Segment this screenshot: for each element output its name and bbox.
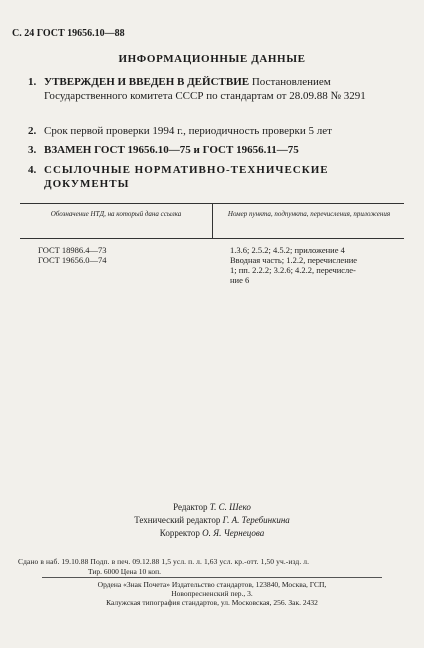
table-cell-clause: 1.3.6; 2.5.2; 4.5.2; приложение 4 <box>230 245 345 255</box>
credit-label: Технический редактор <box>134 515 221 525</box>
item-text: Срок первой проверки 1994 г., периодичность проверки 5 лет <box>44 125 332 137</box>
publisher-line: Ордена «Знак Почета» Издательство стандартов, 123840, Москва, ГСП, <box>97 580 327 589</box>
item-bold-text: УТВЕРЖДЕН И ВВЕДЕН В ДЕЙСТВИЕ <box>44 76 250 88</box>
credit-name: Т. С. Шеко <box>209 502 251 512</box>
credit-name: Г. А. Теребинкина <box>222 515 290 525</box>
credit-tech-editor <box>0 515 424 525</box>
table-cell-document: ГОСТ 19656.0—74 <box>38 255 107 265</box>
item-regular-text: Постановлением Государственного комитета СССР по стандартам от 28.09.88 № 3291 <box>44 76 366 102</box>
item-number: 2. <box>28 125 37 137</box>
item-number: 4. <box>28 164 37 176</box>
item-text: ВЗАМЕН ГОСТ 19656.10—75 и ГОСТ 19656.11—75 <box>44 144 299 156</box>
credit-label: Редактор <box>173 502 208 512</box>
credit-editor <box>0 502 424 512</box>
item-number: 3. <box>28 144 37 156</box>
credit-label: Корректор <box>159 528 200 538</box>
item-number: 1. <box>28 76 37 88</box>
imprint-line: Сдано в наб. 19.10.88 Подп. в печ. 09.12.88 1,5 усл. п. л. 1,63 усл. кр.-отт. 1,50 уч.-изд. л. <box>18 557 310 566</box>
section-title: ИНФОРМАЦИОННЫЕ ДАННЫЕ <box>118 53 306 65</box>
printer-line: Калужская типография стандартов, ул. Московская, 256. Зак. 2432 <box>106 598 318 607</box>
publisher-line: Новопресненский пер., 3. <box>171 589 253 598</box>
credit-corrector <box>0 528 424 538</box>
table-cell-clause: ние 6 <box>230 275 250 285</box>
imprint-line: Тир. 6000 Цена 10 коп. <box>88 567 162 576</box>
footer-divider <box>42 577 382 578</box>
item-text: ССЫЛОЧНЫЕ НОРМАТИВНО-ТЕХНИЧЕСКИЕ ДОКУМЕНТЫ <box>44 164 329 190</box>
table-header-border <box>20 238 404 239</box>
table-cell-document: ГОСТ 18986.4—73 <box>38 245 107 255</box>
credit-name: О. Я. Чернецова <box>202 528 265 538</box>
table-cell-clause: Вводная часть; 1.2.2, перечисление <box>230 255 358 265</box>
table-cell-clause: 1; пп. 2.2.2; 3.2.6; 4.2.2, перечисле- <box>230 265 356 275</box>
item-text <box>44 75 416 103</box>
table-header-document: Обозначение НТД, на который дана ссылка <box>50 210 182 218</box>
reference-table <box>20 203 404 289</box>
table-column-divider <box>212 203 213 238</box>
page-header: С. 24 ГОСТ 19656.10—88 <box>12 28 125 39</box>
table-header-clause: Номер пункта, подпункта, перечисления, приложения <box>227 210 391 218</box>
